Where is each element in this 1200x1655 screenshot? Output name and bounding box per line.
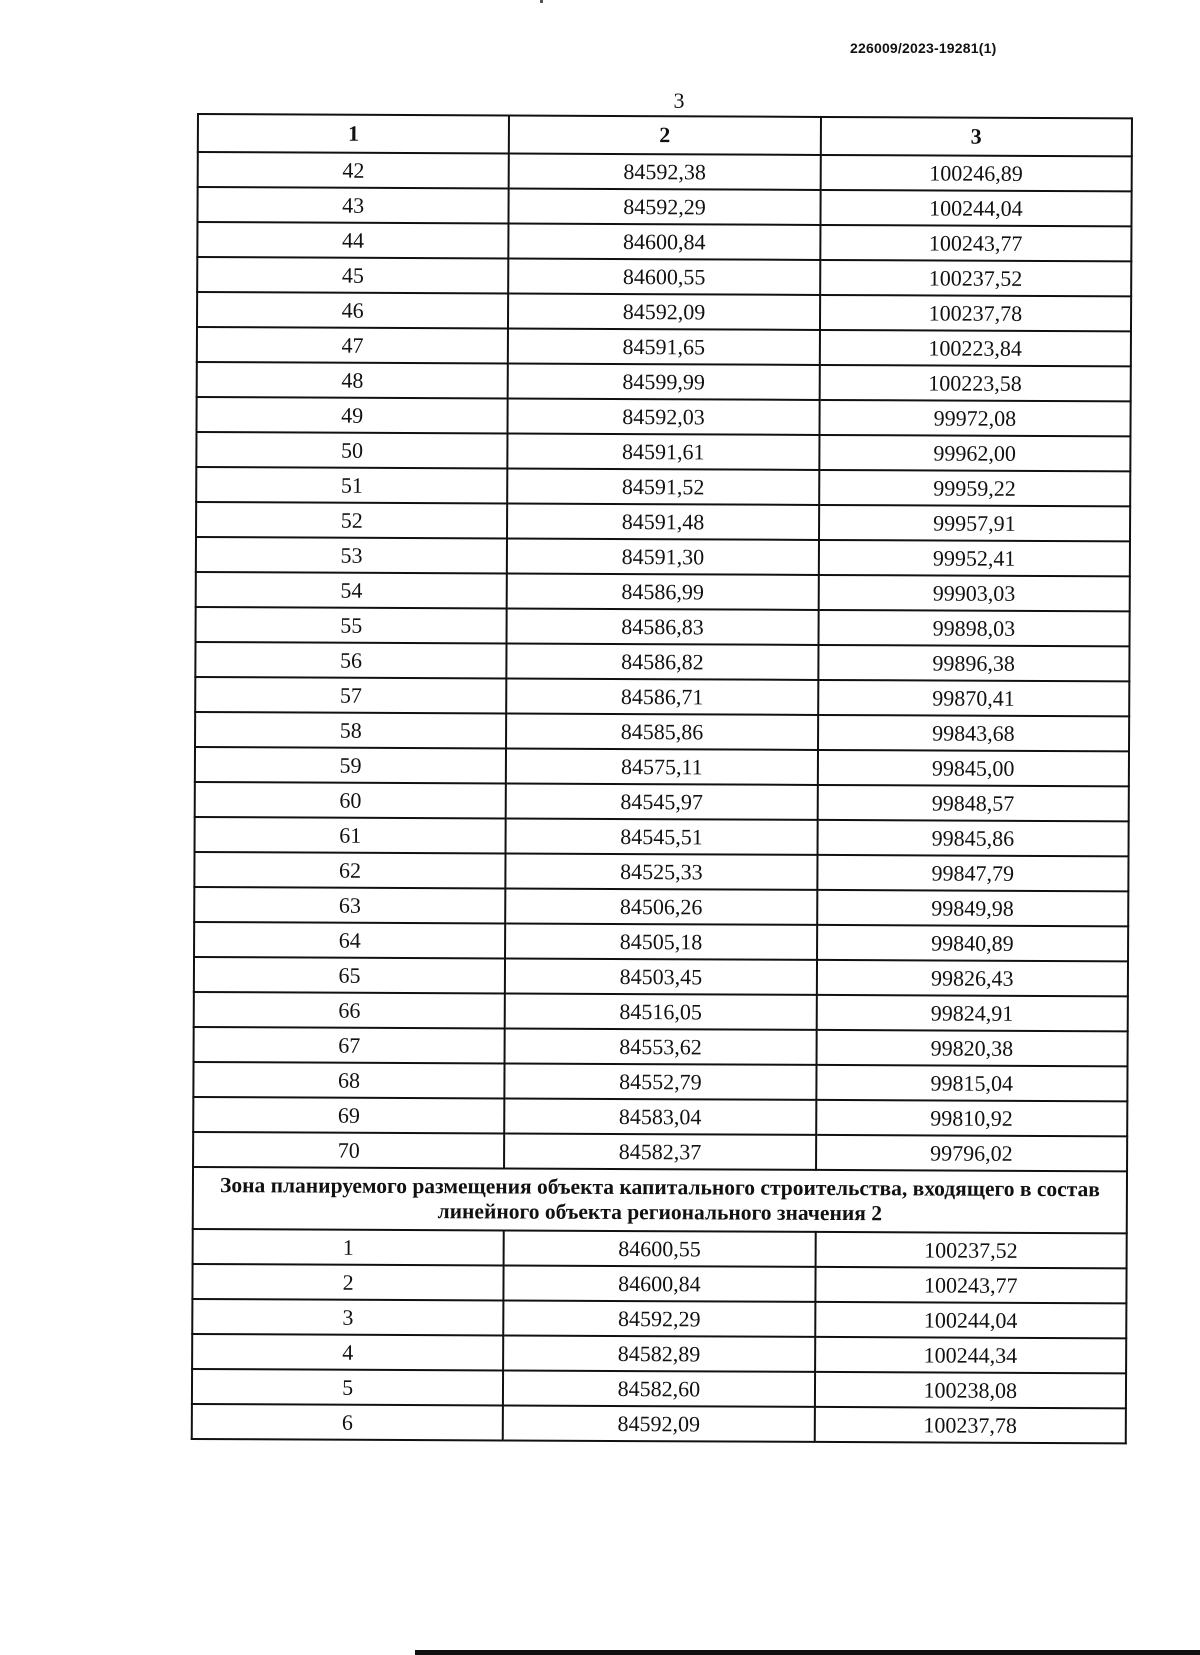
y-coordinate-cell: 99845,00 xyxy=(817,750,1129,786)
table-row xyxy=(196,432,1130,471)
x-coordinate-cell: 84585,86 xyxy=(506,713,817,749)
document-number: 226009/2023-19281(1) xyxy=(850,40,997,56)
point-number-cell: 59 xyxy=(195,747,506,783)
table-row xyxy=(192,1264,1126,1303)
x-coordinate-cell: 84592,03 xyxy=(508,398,819,434)
point-number-cell: 58 xyxy=(195,712,506,748)
table-row xyxy=(195,782,1129,821)
table-row xyxy=(195,817,1129,856)
table-row xyxy=(192,1299,1126,1338)
point-number-cell: 60 xyxy=(195,782,506,818)
table-row xyxy=(195,642,1129,681)
table-row xyxy=(197,187,1131,226)
point-number-cell: 49 xyxy=(196,397,507,433)
point-number-cell: 54 xyxy=(196,572,507,608)
table-row xyxy=(193,1132,1127,1171)
point-number-cell: 46 xyxy=(197,292,508,328)
y-coordinate-cell: 100237,52 xyxy=(820,260,1132,296)
point-number-cell: 67 xyxy=(194,1027,505,1063)
x-coordinate-cell: 84545,97 xyxy=(506,783,817,819)
y-coordinate-cell: 99843,68 xyxy=(818,715,1130,751)
y-coordinate-cell: 99962,00 xyxy=(819,435,1131,471)
point-number-cell: 63 xyxy=(194,887,505,923)
y-coordinate-cell: 100244,04 xyxy=(815,1302,1127,1338)
x-coordinate-cell: 84592,38 xyxy=(509,153,820,189)
y-coordinate-cell: 100237,78 xyxy=(814,1407,1126,1443)
column-header: 3 xyxy=(820,117,1132,156)
x-coordinate-cell: 84600,55 xyxy=(508,258,819,294)
y-coordinate-cell: 99848,57 xyxy=(817,785,1129,821)
point-number-cell: 70 xyxy=(193,1132,504,1168)
table-body-zone-1 xyxy=(193,152,1132,1171)
page-edge-line xyxy=(415,1650,1200,1655)
table-row xyxy=(195,747,1129,786)
y-coordinate-cell: 99824,91 xyxy=(816,995,1128,1031)
y-coordinate-cell: 100237,52 xyxy=(815,1232,1127,1268)
y-coordinate-cell: 99847,79 xyxy=(817,855,1129,891)
x-coordinate-cell: 84545,51 xyxy=(506,818,817,854)
y-coordinate-cell: 99957,91 xyxy=(819,505,1131,541)
table-row xyxy=(196,467,1130,506)
x-coordinate-cell: 84586,71 xyxy=(506,678,817,714)
y-coordinate-cell: 99826,43 xyxy=(816,960,1128,996)
table-row xyxy=(194,1027,1128,1066)
table-row xyxy=(198,152,1132,191)
x-coordinate-cell: 84506,26 xyxy=(505,888,816,924)
scan-mark xyxy=(540,0,543,3)
table-row xyxy=(197,292,1131,331)
point-number-cell: 1 xyxy=(193,1229,504,1265)
point-number-cell: 65 xyxy=(194,957,505,993)
y-coordinate-cell: 99952,41 xyxy=(818,540,1130,576)
y-coordinate-cell: 99898,03 xyxy=(818,610,1130,646)
section-row xyxy=(193,1167,1127,1233)
y-coordinate-cell: 100237,78 xyxy=(820,295,1132,331)
x-coordinate-cell: 84505,18 xyxy=(505,923,816,959)
y-coordinate-cell: 100223,58 xyxy=(819,365,1131,401)
point-number-cell: 56 xyxy=(195,642,506,678)
x-coordinate-cell: 84592,09 xyxy=(503,1405,814,1441)
x-coordinate-cell: 84586,82 xyxy=(507,643,818,679)
x-coordinate-cell: 84583,04 xyxy=(504,1098,815,1134)
x-coordinate-cell: 84591,48 xyxy=(507,503,818,539)
x-coordinate-cell: 84575,11 xyxy=(506,748,817,784)
table-header-row xyxy=(198,114,1132,156)
table-row xyxy=(196,537,1130,576)
x-coordinate-cell: 84591,52 xyxy=(507,468,818,504)
point-number-cell: 47 xyxy=(197,327,508,363)
x-coordinate-cell: 84592,09 xyxy=(508,293,819,329)
y-coordinate-cell: 99840,89 xyxy=(817,925,1129,961)
point-number-cell: 51 xyxy=(196,467,507,503)
x-coordinate-cell: 84553,62 xyxy=(505,1028,816,1064)
x-coordinate-cell: 84592,29 xyxy=(509,188,820,224)
y-coordinate-cell: 99896,38 xyxy=(818,645,1130,681)
table-row xyxy=(194,992,1128,1031)
y-coordinate-cell: 100244,04 xyxy=(820,190,1132,226)
table-row xyxy=(196,607,1130,646)
x-coordinate-cell: 84525,33 xyxy=(506,853,817,889)
x-coordinate-cell: 84600,84 xyxy=(504,1265,815,1301)
y-coordinate-cell: 100243,77 xyxy=(820,225,1132,261)
table-row xyxy=(194,887,1128,926)
table-row xyxy=(196,397,1130,436)
table-row xyxy=(192,1334,1126,1373)
x-coordinate-cell: 84516,05 xyxy=(505,993,816,1029)
point-number-cell: 43 xyxy=(197,187,508,223)
x-coordinate-cell: 84582,60 xyxy=(503,1370,814,1406)
table-row xyxy=(193,1062,1127,1101)
table-row xyxy=(197,257,1131,296)
y-coordinate-cell: 100244,34 xyxy=(815,1337,1127,1373)
section-header xyxy=(193,1167,1127,1233)
x-coordinate-cell: 84552,79 xyxy=(505,1063,816,1099)
x-coordinate-cell: 84599,99 xyxy=(508,363,819,399)
table-row xyxy=(192,1404,1126,1443)
y-coordinate-cell: 99796,02 xyxy=(816,1135,1128,1171)
x-coordinate-cell: 84586,99 xyxy=(507,573,818,609)
point-number-cell: 45 xyxy=(197,257,508,293)
point-number-cell: 53 xyxy=(196,537,507,573)
y-coordinate-cell: 100243,77 xyxy=(815,1267,1127,1303)
point-number-cell: 64 xyxy=(194,922,505,958)
y-coordinate-cell: 99849,98 xyxy=(817,890,1129,926)
table-row xyxy=(197,362,1131,401)
y-coordinate-cell: 99815,04 xyxy=(816,1065,1128,1101)
y-coordinate-cell: 100246,89 xyxy=(820,155,1132,191)
point-number-cell: 44 xyxy=(197,222,508,258)
y-coordinate-cell: 99820,38 xyxy=(816,1030,1128,1066)
table-row xyxy=(194,957,1128,996)
point-number-cell: 66 xyxy=(194,992,505,1028)
x-coordinate-cell: 84592,29 xyxy=(504,1300,815,1336)
point-number-cell: 50 xyxy=(196,432,507,468)
x-coordinate-cell: 84591,61 xyxy=(508,433,819,469)
point-number-cell: 5 xyxy=(192,1369,503,1405)
point-number-cell: 69 xyxy=(193,1097,504,1133)
table-row xyxy=(197,222,1131,261)
table-row xyxy=(197,327,1131,366)
point-number-cell: 61 xyxy=(195,817,506,853)
y-coordinate-cell: 100223,84 xyxy=(819,330,1131,366)
table-row xyxy=(194,852,1128,891)
y-coordinate-cell: 99810,92 xyxy=(816,1100,1128,1136)
table-row xyxy=(196,502,1130,541)
x-coordinate-cell: 84591,65 xyxy=(508,328,819,364)
section-title: Зона планируемого размещения объекта капитального строительства, входящего в состав линейного объекта регионального значения 2 xyxy=(193,1167,1127,1233)
point-number-cell: 3 xyxy=(192,1299,503,1335)
point-number-cell: 52 xyxy=(196,502,507,538)
x-coordinate-cell: 84582,37 xyxy=(504,1133,815,1169)
column-header: 2 xyxy=(509,115,820,154)
table-body-zone-2 xyxy=(192,1229,1127,1443)
x-coordinate-cell: 84582,89 xyxy=(503,1335,814,1371)
x-coordinate-cell: 84600,84 xyxy=(509,223,820,259)
y-coordinate-cell: 99959,22 xyxy=(819,470,1131,506)
x-coordinate-cell: 84591,30 xyxy=(507,538,818,574)
table-row xyxy=(196,572,1130,611)
point-number-cell: 62 xyxy=(194,852,505,888)
point-number-cell: 55 xyxy=(196,607,507,643)
point-number-cell: 4 xyxy=(192,1334,503,1370)
column-header: 1 xyxy=(198,114,509,153)
x-coordinate-cell: 84503,45 xyxy=(505,958,816,994)
point-number-cell: 42 xyxy=(198,152,509,188)
page-number: 3 xyxy=(673,88,685,113)
y-coordinate-cell: 99845,86 xyxy=(817,820,1129,856)
point-number-cell: 57 xyxy=(195,677,506,713)
point-number-cell: 6 xyxy=(192,1404,503,1440)
y-coordinate-cell: 99870,41 xyxy=(818,680,1130,716)
y-coordinate-cell: 99903,03 xyxy=(818,575,1130,611)
y-coordinate-cell: 100238,08 xyxy=(815,1372,1127,1408)
table-row xyxy=(194,922,1128,961)
table-row xyxy=(195,677,1129,716)
table-row xyxy=(193,1229,1127,1268)
table-row xyxy=(193,1097,1127,1136)
x-coordinate-cell: 84586,83 xyxy=(507,608,818,644)
point-number-cell: 48 xyxy=(197,362,508,398)
table-row xyxy=(192,1369,1126,1408)
point-number-cell: 68 xyxy=(193,1062,504,1098)
y-coordinate-cell: 99972,08 xyxy=(819,400,1131,436)
x-coordinate-cell: 84600,55 xyxy=(504,1230,815,1266)
table-row xyxy=(195,712,1129,751)
point-number-cell: 2 xyxy=(192,1264,503,1300)
coordinates-table xyxy=(191,113,1133,1444)
